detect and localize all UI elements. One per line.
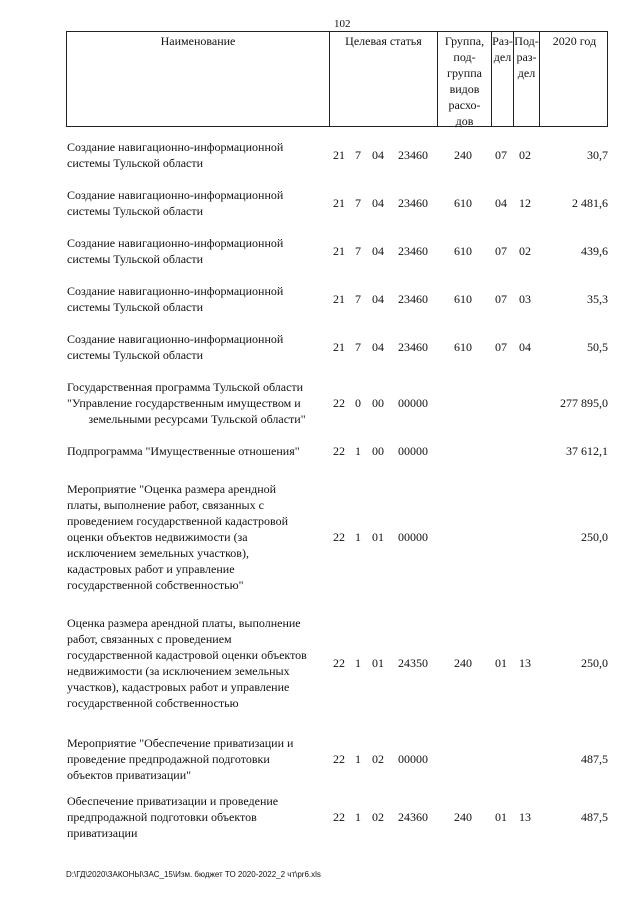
cell-value: 439,6 <box>581 244 608 258</box>
row-name-line: Создание навигационно-информационной <box>67 236 284 250</box>
cell-grp: 610 <box>454 340 472 354</box>
row-name-line: Создание навигационно-информационной <box>67 140 284 154</box>
cell-a: 22 <box>333 656 345 670</box>
row-name-line: недвижимости (за исключением земельных <box>67 664 290 678</box>
cell-sub: 13 <box>519 656 531 670</box>
table-row <box>66 379 608 427</box>
row-name-line: системы Тульской области <box>67 348 204 362</box>
cell-b: 1 <box>355 656 361 670</box>
row-name-line: оценки объектов недвижимости (за <box>67 530 248 544</box>
header-group: Группа, под- группа видов расхо- дов <box>437 32 491 126</box>
cell-b: 1 <box>355 444 361 458</box>
cell-c: 04 <box>372 196 384 210</box>
row-name-line: исключением земельных участков), <box>67 546 249 560</box>
cell-value: 277 895,0 <box>560 396 608 410</box>
row-name-line: Создание навигационно-информационной <box>67 188 284 202</box>
row-name-line: проведение предпродажной подготовки <box>67 752 270 766</box>
row-name-line: участков), кадастровых работ и управление <box>67 680 290 694</box>
cell-grp: 240 <box>454 656 472 670</box>
cell-value: 487,5 <box>581 810 608 824</box>
file-path: D:\ГД\2020\ЗАКОНЫ\ЗАС_15\Изм. бюджет ТО 2020-2022_2 чт\pr6.xls <box>66 870 321 879</box>
cell-sec: 01 <box>495 810 507 824</box>
row-name-line: Мероприятие "Оценка размера арендной <box>67 482 277 496</box>
cell-b: 7 <box>355 196 361 210</box>
cell-sub: 02 <box>519 244 531 258</box>
table-row <box>66 735 608 783</box>
row-name-line: Мероприятие "Обеспечение приватизации и <box>67 736 294 750</box>
cell-a: 22 <box>333 444 345 458</box>
header-target: Целевая статья <box>329 32 437 126</box>
row-name <box>67 379 327 427</box>
header-year: 2020 год <box>539 32 609 126</box>
cell-d: 23460 <box>398 292 428 306</box>
cell-sub: 03 <box>519 292 531 306</box>
cell-value: 250,0 <box>581 656 608 670</box>
row-name-line: объектов приватизации" <box>67 768 192 782</box>
cell-sec: 07 <box>495 340 507 354</box>
row-name-line: Обеспечение приватизации и проведение <box>67 794 279 808</box>
row-name-line: предпродажной подготовки объектов <box>67 810 257 824</box>
row-name <box>67 615 327 711</box>
cell-c: 04 <box>372 340 384 354</box>
row-name-line: системы Тульской области <box>67 252 204 266</box>
cell-grp: 240 <box>454 148 472 162</box>
row-name-line: системы Тульской области <box>67 204 204 218</box>
cell-sub: 12 <box>519 196 531 210</box>
row-name-line: Государственная программа Тульской области <box>67 380 304 394</box>
row-name-line: "Управление государственным имуществом и <box>67 396 301 410</box>
cell-a: 22 <box>333 396 345 410</box>
row-name-line: работ, связанных с проведением <box>67 632 232 646</box>
cell-c: 02 <box>372 752 384 766</box>
cell-d: 00000 <box>398 530 428 544</box>
row-name <box>67 235 327 267</box>
cell-d: 24350 <box>398 656 428 670</box>
cell-c: 04 <box>372 244 384 258</box>
cell-sec: 07 <box>495 148 507 162</box>
cell-a: 21 <box>333 244 345 258</box>
row-name <box>67 481 327 593</box>
row-name-line: платы, выполнение работ, связанных с <box>67 498 264 512</box>
cell-grp: 610 <box>454 244 472 258</box>
header-section: Раз- дел <box>491 32 513 126</box>
cell-sub: 02 <box>519 148 531 162</box>
row-name <box>67 443 327 459</box>
row-name-line: Подпрограмма "Имущественные отношения" <box>67 444 300 458</box>
row-name-line: государственной собственностью" <box>67 578 244 592</box>
cell-value: 37 612,1 <box>566 444 608 458</box>
cell-c: 01 <box>372 530 384 544</box>
cell-b: 1 <box>355 530 361 544</box>
row-name <box>67 187 327 219</box>
row-name-line: кадастровых работ и управление <box>67 562 235 576</box>
cell-grp: 610 <box>454 196 472 210</box>
table-row <box>66 443 608 459</box>
cell-a: 21 <box>333 148 345 162</box>
cell-b: 7 <box>355 340 361 354</box>
row-name-line: приватизации <box>67 826 138 840</box>
row-name <box>67 283 327 315</box>
cell-sec: 07 <box>495 244 507 258</box>
cell-c: 00 <box>372 444 384 458</box>
row-name <box>67 735 327 783</box>
row-name-line: земельными ресурсами Тульской области" <box>88 412 306 426</box>
row-name-line: государственной собственностью <box>67 696 239 710</box>
header-name: Наименование <box>160 34 236 48</box>
cell-b: 1 <box>355 752 361 766</box>
cell-value: 487,5 <box>581 752 608 766</box>
row-name <box>67 331 327 363</box>
row-name-line: Создание навигационно-информационной <box>67 332 284 346</box>
cell-b: 7 <box>355 148 361 162</box>
cell-d: 23460 <box>398 340 428 354</box>
row-name <box>67 139 327 171</box>
table-row <box>66 793 608 841</box>
table-row <box>66 187 608 219</box>
cell-a: 22 <box>333 752 345 766</box>
table-row <box>66 283 608 315</box>
cell-c: 04 <box>372 148 384 162</box>
cell-d: 23460 <box>398 244 428 258</box>
cell-b: 0 <box>355 396 361 410</box>
cell-c: 00 <box>372 396 384 410</box>
cell-d: 23460 <box>398 148 428 162</box>
cell-sec: 04 <box>495 196 507 210</box>
cell-b: 7 <box>355 244 361 258</box>
cell-a: 22 <box>333 810 345 824</box>
cell-a: 21 <box>333 340 345 354</box>
row-name-line: системы Тульской области <box>67 300 204 314</box>
row-name-line: системы Тульской области <box>67 156 204 170</box>
cell-c: 04 <box>372 292 384 306</box>
cell-d: 00000 <box>398 396 428 410</box>
table-row <box>66 235 608 267</box>
cell-value: 30,7 <box>587 148 608 162</box>
table-row <box>66 331 608 363</box>
cell-value: 2 481,6 <box>572 196 608 210</box>
cell-a: 21 <box>333 196 345 210</box>
cell-d: 24360 <box>398 810 428 824</box>
cell-d: 00000 <box>398 752 428 766</box>
page-number: 102 <box>334 18 351 30</box>
cell-b: 1 <box>355 810 361 824</box>
cell-sub: 13 <box>519 810 531 824</box>
row-name-line: проведением государственной кадастровой <box>67 514 289 528</box>
cell-d: 23460 <box>398 196 428 210</box>
cell-sec: 07 <box>495 292 507 306</box>
cell-value: 50,5 <box>587 340 608 354</box>
cell-d: 00000 <box>398 444 428 458</box>
cell-a: 22 <box>333 530 345 544</box>
cell-c: 01 <box>372 656 384 670</box>
table-row <box>66 615 608 711</box>
table-row <box>66 139 608 171</box>
row-name-line: государственной кадастровой оценки объектов <box>67 648 307 662</box>
cell-c: 02 <box>372 810 384 824</box>
cell-grp: 240 <box>454 810 472 824</box>
cell-value: 250,0 <box>581 530 608 544</box>
row-name <box>67 793 327 841</box>
table-header <box>66 31 608 127</box>
cell-sub: 04 <box>519 340 531 354</box>
table-row <box>66 481 608 593</box>
cell-b: 7 <box>355 292 361 306</box>
header-subsection: Под- раз- дел <box>513 32 539 126</box>
cell-a: 21 <box>333 292 345 306</box>
cell-sec: 01 <box>495 656 507 670</box>
row-name-line: Создание навигационно-информационной <box>67 284 284 298</box>
cell-grp: 610 <box>454 292 472 306</box>
row-name-line: Оценка размера арендной платы, выполнение <box>67 616 301 630</box>
cell-value: 35,3 <box>587 292 608 306</box>
